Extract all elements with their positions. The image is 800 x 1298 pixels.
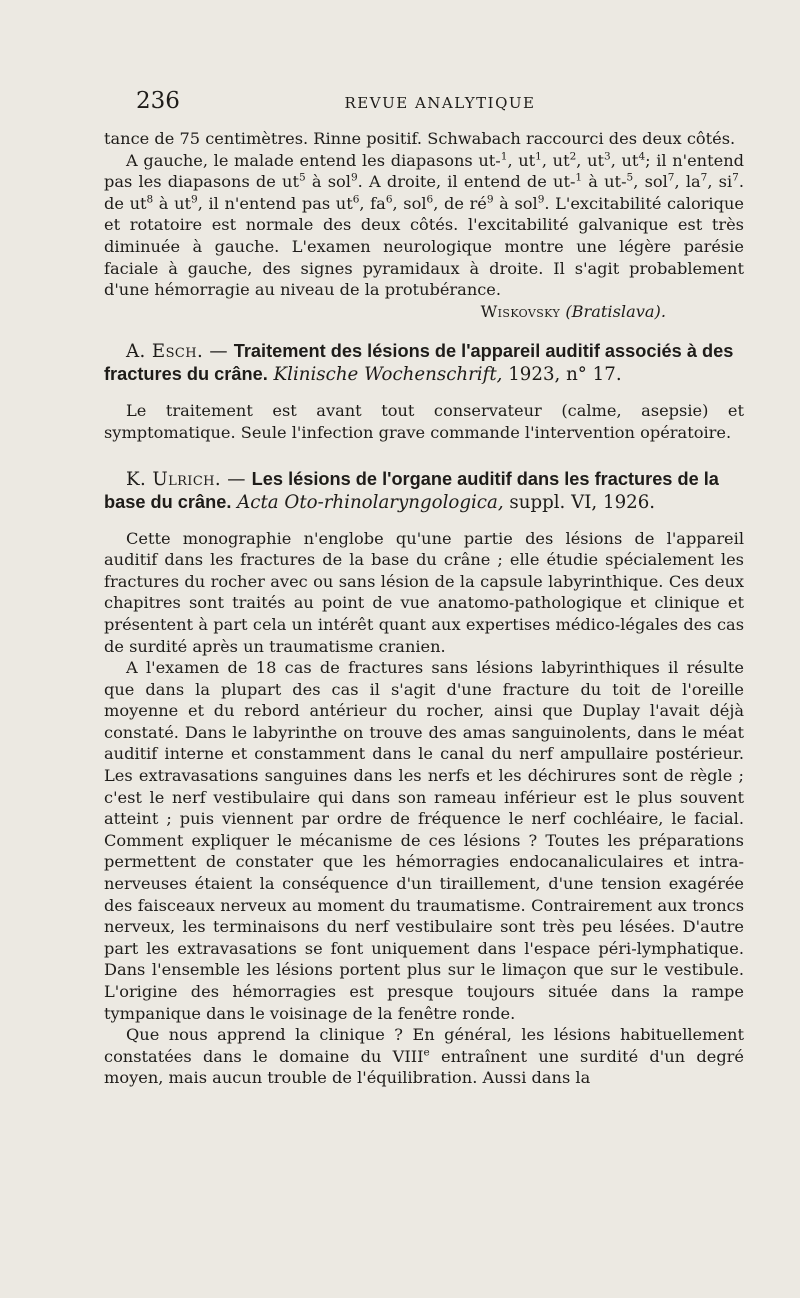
text-run: A gauche, le malade entend les diapasons ut- [126,150,501,170]
article-title: Traitement des lésions de l'appareil auditif associés à des fractures du crâne. [104,341,734,385]
article-heading-esch [104,340,744,386]
superscript: 9 [486,193,494,206]
text-run: , fa [359,193,386,213]
superscript: 5 [299,171,306,184]
superscript: 1 [575,171,583,184]
superscript: e [423,1046,430,1059]
text-run: , il n'entend pas ut [197,193,353,213]
article-body-paragraph: Cette monographie n'englobe qu'une partie des lésions de l'appareil auditif dans les fractures de la base du crâne ; elle étudie spécialement les fractures du rocher avec ou sans lésion de la capsule labyrinthique. Ces deux chapitres sont traités au point de vue anatomo-pathologique et clinique et présentent à part cela un intérêt quant aux expertises médico-légales des cas de surdité après un traumatisme cranien. [104,528,744,656]
text-run: , ut [610,150,639,170]
text-run: à ut [153,193,192,213]
text-run: à ut- [582,172,627,192]
reviewer-signature [104,301,744,323]
text-run: Que nous apprend la clinique ? En général, les lésions habituellement constatées dans le domaine du VIII [104,1025,744,1066]
reviewer-location: (Bratislava). [565,301,666,321]
reviewer-name: Wiskovsky [480,301,561,321]
page-header [136,88,744,118]
article-author: K. Ulrich. — [126,468,246,490]
superscript: 6 [426,193,434,206]
superscript: 2 [569,150,577,163]
superscript: 4 [638,150,646,163]
text-run: à sol [305,172,351,192]
text-run: ; il n'entend pas les diapasons de ut [104,150,744,192]
superscript: 1 [535,150,542,163]
previous-review-paragraph [104,150,744,301]
superscript: 3 [604,150,611,163]
superscript: 7 [700,171,708,184]
text-run: . L'excitabilité calorique et rotatoire est normale des deux côtés. l'excitabilité galvanique est très diminuée à gauche. L'examen neurologique montre une légère parésie faciale à gauche, des signes pyramidaux à droite. Il s'agit probablement d'une hémorragie au niveau de la protubérance. [104,193,744,300]
superscript: 5 [626,171,634,184]
text-run: , la [674,172,701,192]
page-number: 236 [136,88,180,114]
text-run: , ut [541,150,570,170]
superscript: 9 [191,193,198,206]
superscript: 9 [350,171,358,184]
superscript: 6 [385,193,393,206]
article-journal: Klinische Wochenschrift, [273,364,503,386]
text-run: . A droite, il entend de ut- [357,172,576,192]
running-title: REVUE ANALYTIQUE [344,94,536,112]
text-run: , de ré [433,193,487,213]
superscript: 7 [667,171,675,184]
article-body-esch: Le traitement est avant tout conservateur (calme, asepsie) et symptomatique. Seule l'infection grave commande l'intervention opératoire. [104,401,744,442]
previous-review-end: tance de 75 centimètres. Rinne positif. Schwabach raccourci des deux côtés. [104,129,736,148]
article-body-paragraph: A l'examen de 18 cas de fractures sans lésions labyrinthiques il résulte que dans la plupart des cas il s'agit d'une fracture du toit de l'oreille moyenne et du rebord antérieur du rocher, ainsi que Duplay l'avait déjà constaté. Dans le labyrinthe on trouve des amas sanguinolents, dans le méat auditif interne et constamment dans le canal du nerf ampullaire postérieur. Les extravasations sanguines dans les nerfs et les déchirures sont de règle ; c'est le nerf vestibulaire qui dans son rameau inférieur est le plus souvent atteint ; puis viennent par ordre de fréquence le nerf cochléaire, le facial. Comment expliquer le mécanisme de ces lésions ? Toutes les préparations permettent de constater que les hémorragies endocanaliculaires et intra-nerveuses étaient la conséquence d'un tiraillement, d'une tension exagérée des faisceaux nerveux au moment du traumatisme. Contrairement aux troncs nerveux, les terminaisons du nerf vestibulaire sont très peu lésées. D'autre part les extravasations se font uniquement dans l'espace péri-lymphatique. Dans l'ensemble les lésions portent plus sur le limaçon que sur le vestibule. L'origine des hémorragies est presque toujours située dans la rampe tympanique dans le voisinage de la fenêtre ronde. [104,658,744,1023]
article-author: A. Esch. — [126,341,228,363]
article-details: 1923, n° 17. [508,364,622,386]
article-title: Les lésions de l'organe auditif dans les fractures de la base du crâne. [104,468,719,512]
superscript: 9 [537,193,545,206]
text-run: à sol [493,193,538,213]
superscript: 7 [732,171,739,184]
article-heading-ulrich [104,468,744,514]
text-run: , sol [633,172,668,192]
superscript: 6 [352,193,360,206]
text-run: entraînent une surdité d'un degré moyen, mais aucun trouble de l'équilibration. Aussi dans la [104,1046,744,1088]
text-run: , si [707,172,733,192]
superscript: 8 [146,193,154,206]
superscript: 1 [500,150,508,163]
article-body-paragraph [104,1024,744,1089]
text-run: , ut [507,150,536,170]
text-run: , ut [576,150,605,170]
text-run: . de ut [104,172,745,213]
text-run: , sol [392,193,427,213]
page-content [104,128,744,1089]
article-journal: Acta Oto-rhinolaryngologica, [237,491,504,513]
article-details: suppl. VI, 1926. [509,491,656,513]
